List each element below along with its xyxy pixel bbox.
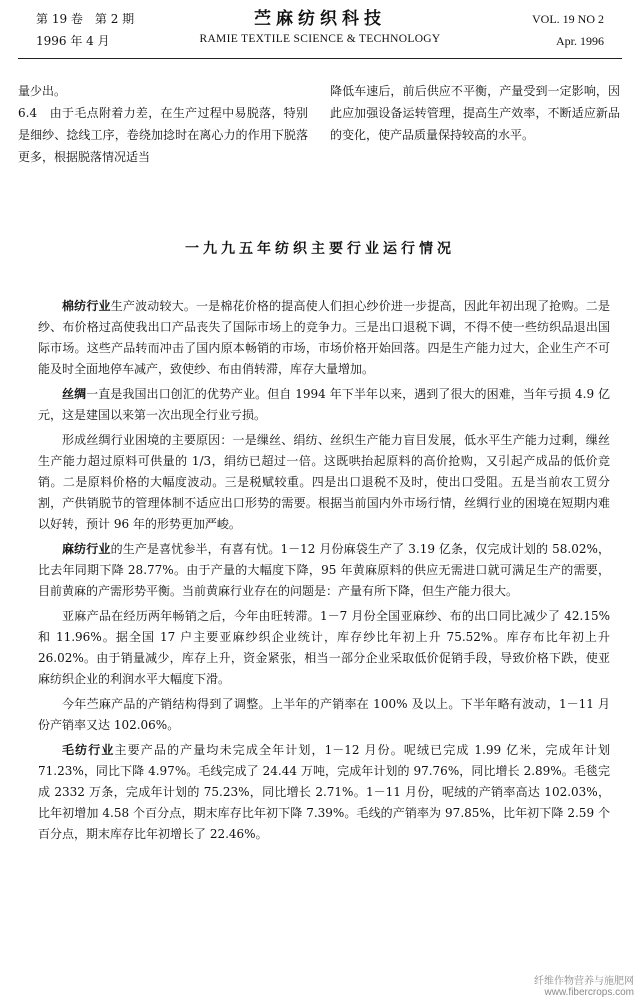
intro-right-paragraph: 降低车速后，前后供应不平衡，产量受到一定影响，因此应加强设备运转管理，提高生产效率，不断适应新品的变化，使产品质量保持较高的水平。 (330, 84, 620, 142)
watermark-url: www.fibercrops.com (544, 987, 634, 998)
section-lead-silk: 丝绸 (62, 387, 87, 401)
intro-columns (18, 80, 622, 190)
volume-issue-cn: 第 19 卷 第 2 期 (36, 12, 135, 26)
journal-title-en: RAMIE TEXTILE SCIENCE & TECHNOLOGY (199, 33, 441, 45)
paragraph-silk-causes: 形成丝绸行业困境的主要原因：一是缫丝、绢纺、丝织生产能力盲目发展，低水平生产能力过剩，缫丝生产能力超过原料可供量的 1/3，绢纺已超过一倍。这既哄抬起原料的高价抢购，又引起产成品的低价竞销。二是原料价格的大幅度波动。三是税赋较重。四是出口退税不及时，使出口受阻。五是当前农工贸分割，产供销脱节的管理体制不适应出口形势的需要。根据当前国内外市场行情，丝绸行业的困境在短期内难以好转，预计 96 年的形势更加严峻。 (38, 433, 610, 531)
date-en: Apr. 1996 (556, 34, 604, 48)
intro-left-paragraph-2: 6.4 由于毛点附着力差，在生产过程中易脱落，特别是细纱、捻线工序，卷绕加捻时在离心力的作用下脱落更多，根据脱落情况适当 (18, 106, 308, 164)
paragraph-cotton-text: 生产波动较大。一是棉花价格的提高使人们担心纱价进一步提高，因此年初出现了抢购。二是纱、布价格过高使我出口产品丧失了国际市场上的竞争力。三是出口退税下调，不得不使一些纺织品退出国际市场。这些产品转而冲击了国内原本畅销的市场，市场价格开始回落。四是生产能力过大，企业生产不可能及时全面地停车减产，致使纱、布由俏转滞，库存大量增加。 (38, 299, 610, 376)
page-header (18, 0, 622, 59)
section-lead-wool: 毛纺行业 (62, 743, 115, 757)
site-watermark (534, 976, 634, 998)
volume-issue-en: VOL. 19 NO 2 (532, 12, 604, 26)
paragraph-wool-text: 主要产品的产量均未完成全年计划，1－12 月份。呢绒已完成 1.99 亿米，完成年计划 71.23%，同比下降 4.97%。毛线完成了 24.44 万吨，完成年计划的 97.76%，同比增长 2.89%。毛毯完成 2332 万条，完成年计划的 75.23%，同比增长 2.71%。1－11 月份，呢绒的产销率高达 102.03%，比年初增加 4.58 个百分点，期末库存比年初下降 7.39%。毛线的产销率为 97.85%，比年初下降 2.59 个百分点，期末库存比年初增长了 22.46%。 (38, 743, 610, 841)
intro-left-paragraph-1: 量少出。 (18, 84, 67, 98)
date-cn: 1996 年 4 月 (36, 34, 110, 48)
paragraph-silk-text: 一直是我国出口创汇的优势产业。但自 1994 年下半年以来，遇到了很大的困难，当年亏损 4.9 亿元，这是建国以来第一次出现全行业亏损。 (38, 387, 610, 422)
section-lead-bast: 麻纺行业 (62, 542, 111, 556)
paragraph-cotton (38, 296, 610, 380)
intro-left-column (18, 80, 308, 168)
paragraph-wool (38, 740, 610, 845)
intro-right-column (330, 80, 620, 146)
section-lead-cotton: 棉纺行业 (62, 299, 111, 313)
paragraph-bast-text: 的生产是喜忧参半，有喜有忧。1－12 月份麻袋生产了 3.19 亿条，仅完成计划的 58.02%，比去年同期下降 28.77%。由于产量的大幅度下降，95 年黄麻原料的供应无需进口就可满足生产的需要，目前黄麻的产需形势平衡。当前黄麻行业存在的问题是：产量有所下降，但生产能力很大。 (38, 542, 610, 598)
header-right (532, 8, 604, 52)
journal-title-cn: 苎麻纺织科技 (254, 9, 386, 29)
watermark-cn: 纤维作物营养与施肥网 (534, 976, 634, 987)
paragraph-ramie: 今年苎麻产品的产销结构得到了调整。上半年的产销率在 100% 及以上。下半年略有波动，1－11 月份产销率又达 102.06%。 (38, 697, 610, 732)
article-body (38, 296, 610, 849)
article-title: 一九九五年纺织主要行业运行情况 (185, 241, 455, 257)
paragraph-bast (38, 539, 610, 602)
paragraph-silk (38, 384, 610, 426)
paragraph-flax: 亚麻产品在经历两年畅销之后，今年由旺转滞。1－7 月份全国亚麻纱、布的出口同比减少了 42.15% 和 11.96%。据全国 17 户主要亚麻纱织企业统计，库存纱比年初上升 75.52%。库存布比年初上升 26.02%。由于销量减少，库存上升，资金紧张，相当一部分企业采取低价促销手段，导致价格下跌，使亚麻纺织企业的利润水平大幅度下滑。 (38, 609, 610, 686)
